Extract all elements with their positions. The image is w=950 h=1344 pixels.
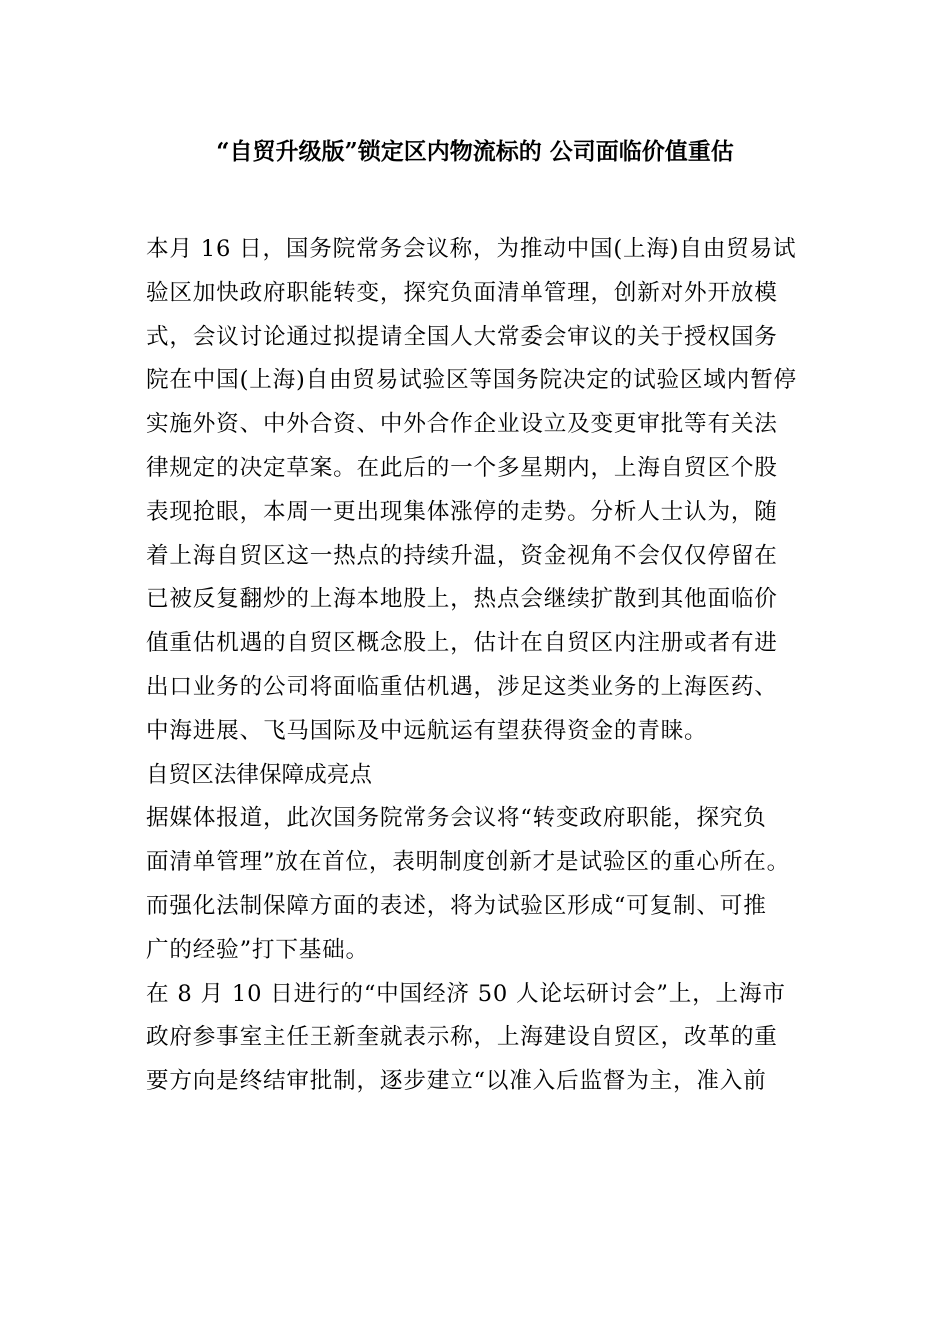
body-line: 在 8 月 10 日进行的“中国经济 50 人论坛研讨会”上，上海市 — [146, 980, 786, 1007]
body-line: 验区加快政府职能转变，探究负面清单管理，创新对外开放模 — [146, 279, 778, 306]
body-line: 据媒体报道，此次国务院常务会议将“转变政府职能，探究负 — [146, 805, 767, 832]
body-line: 面清单管理”放在首位，表明制度创新才是试验区的重心所在。 — [146, 849, 790, 876]
body-line: 而强化法制保障方面的表述，将为试验区形成“可复制、可推 — [146, 892, 767, 919]
section-heading: 自贸区法律保障成亮点 — [146, 761, 372, 788]
body-line: 出口业务的公司将面临重估机遇，涉足这类业务的上海医药、 — [146, 673, 778, 700]
body-line: 值重估机遇的自贸区概念股上，估计在自贸区内注册或者有进 — [146, 630, 778, 657]
body-line: 律规定的决定草案。在此后的一个多星期内，上海自贸区个股 — [146, 454, 778, 481]
body-line: 着上海自贸区这一热点的持续升温，资金视角不会仅仅停留在 — [146, 542, 778, 569]
body-line: 广的经验”打下基础。 — [146, 936, 369, 963]
body-line: 式，会议讨论通过拟提请全国人大常委会审议的关于授权国务 — [146, 323, 778, 350]
body-line: 已被反复翻炒的上海本地股上，热点会继续扩散到其他面临价 — [146, 586, 778, 613]
document-title: “自贸升级版”锁定区内物流标的 公司面临价值重估 — [216, 138, 734, 165]
body-line: 表现抢眼，本周一更出现集体涨停的走势。分析人士认为，随 — [146, 498, 778, 525]
body-line: 院在中国(上海)自由贸易试验区等国务院决定的试验区域内暂停 — [146, 367, 797, 394]
body-line: 实施外资、中外合资、中外合作企业设立及变更审批等有关法 — [146, 411, 778, 438]
body-line: 要方向是终结审批制，逐步建立“以准入后监督为主，准入前 — [146, 1068, 767, 1095]
body-line: 中海进展、飞马国际及中远航运有望获得资金的青睐。 — [146, 717, 708, 744]
body-line: 政府参事室主任王新奎就表示称，上海建设自贸区，改革的重 — [146, 1024, 778, 1051]
body-line: 本月 16 日，国务院常务会议称，为推动中国(上海)自由贸易试 — [146, 236, 797, 262]
document-body — [146, 228, 810, 1104]
